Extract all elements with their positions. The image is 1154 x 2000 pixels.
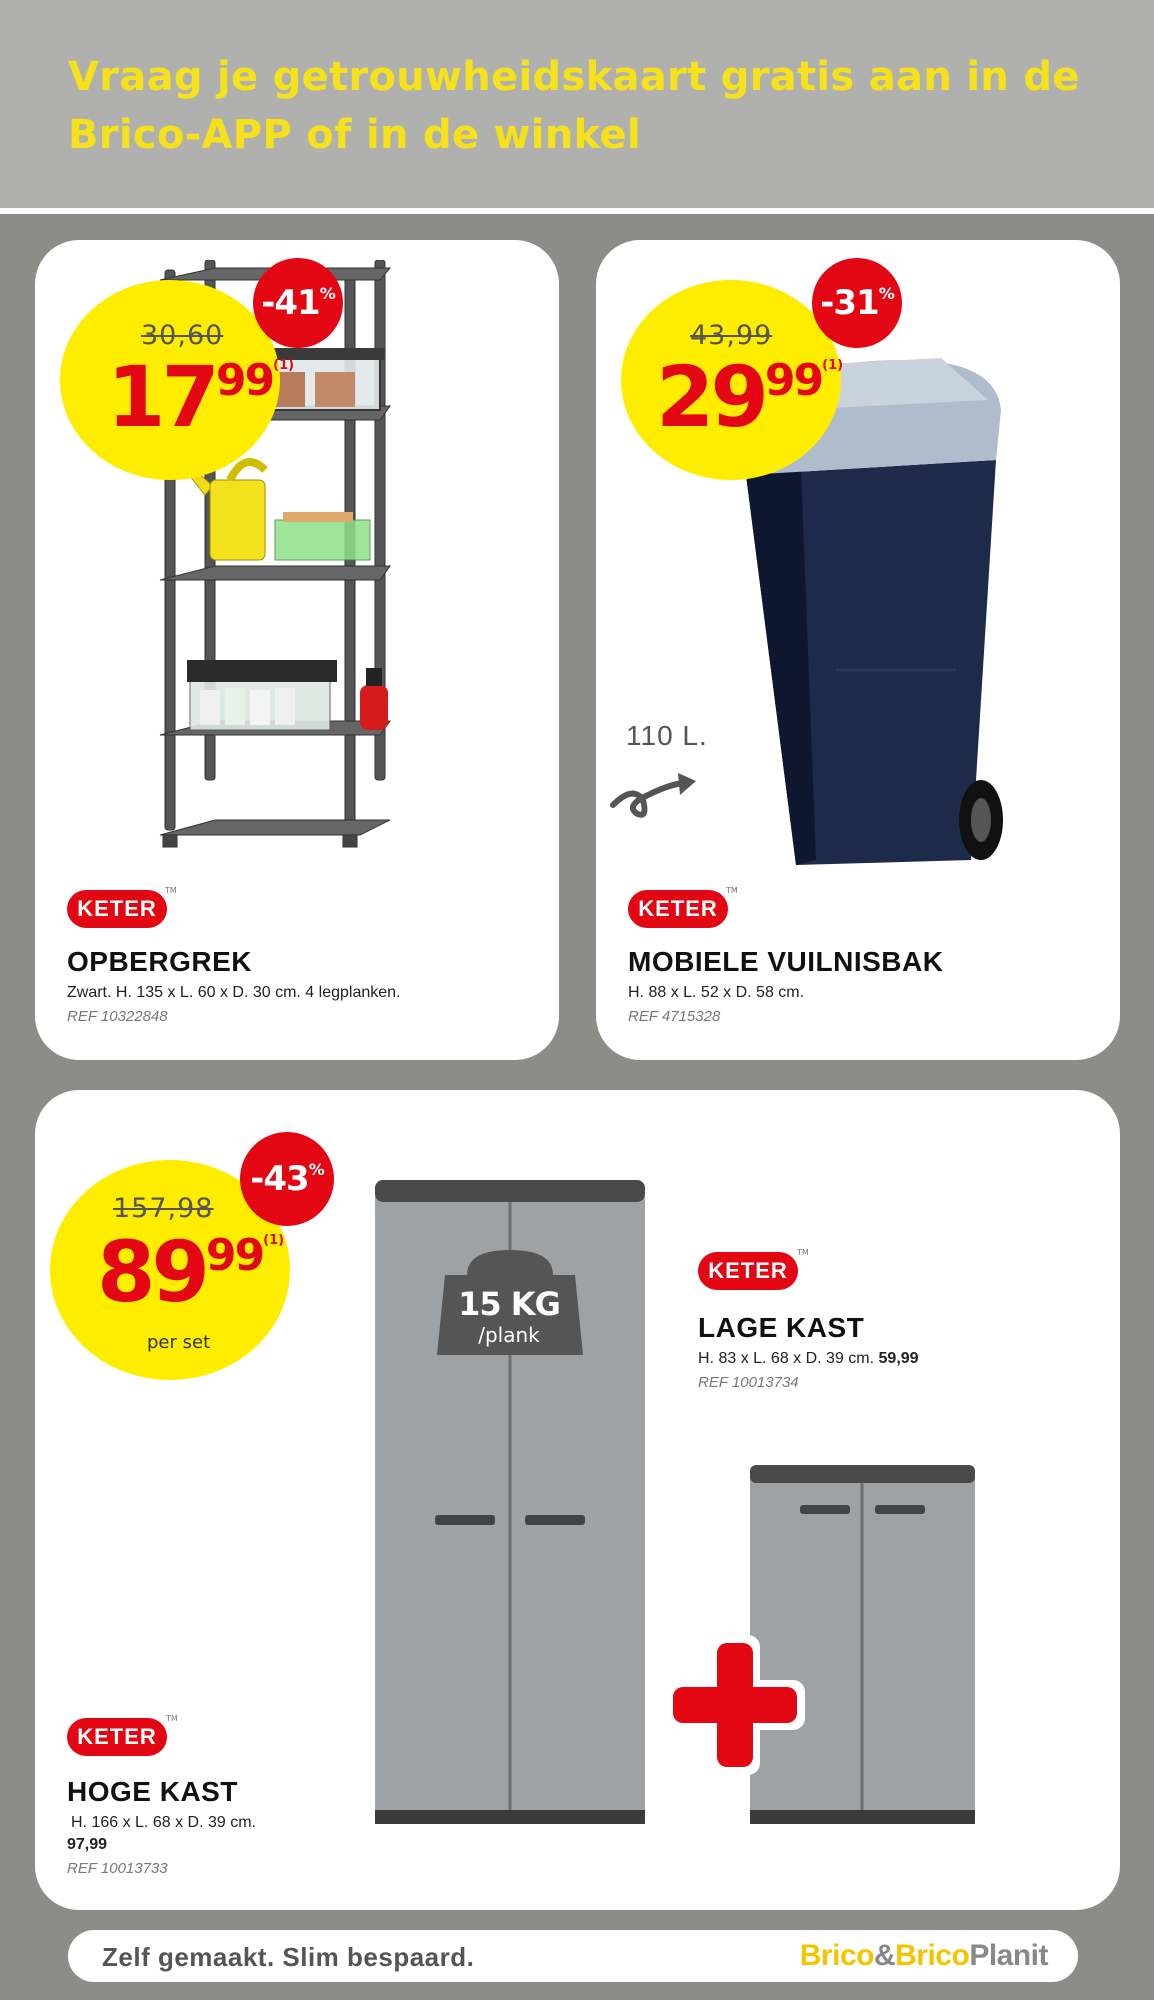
product-ref: REF 10322848 [67,1008,168,1025]
description-text: H. 83 x L. 68 x D. 39 cm. [698,1350,875,1367]
keter-logo: KETER [628,890,728,928]
product-description-lage-kast [698,1350,919,1368]
current-price [107,348,295,446]
old-price: 157,98 [113,1193,214,1224]
product-title: OPBERGREK [67,946,252,977]
brand-part-brico-2: Brico [895,1939,970,1972]
old-price: 43,99 [690,320,773,351]
product-title-lage-kast: LAGE KAST [698,1312,865,1343]
trademark-mark: TM [797,1248,809,1257]
product-description: H. 88 x L. 52 x D. 58 cm. [628,984,805,1001]
product-ref-hoge-kast: REF 10013733 [67,1860,168,1877]
product-title-hoge-kast: HOGE KAST [67,1776,238,1807]
load-capacity-label [443,1285,575,1347]
price-cents: 99 [205,1230,264,1281]
price-qualifier: per set [147,1332,211,1353]
volume-label: 110 L. [626,720,708,751]
discount-badge [240,1132,334,1226]
discount-unit: % [319,283,335,303]
product-description: Zwart. H. 135 x L. 60 x D. 30 cm. 4 legplanken. [67,984,401,1001]
single-price: 59,99 [878,1350,919,1367]
footer-bar [68,1930,1078,1982]
discount-badge [253,258,343,348]
trademark-mark: TM [726,886,738,895]
product-ref: REF 4715328 [628,1008,721,1025]
product-card-kasten[interactable] [35,1090,1120,1910]
load-capacity-unit: /plank [478,1323,540,1347]
header-divider [0,208,1154,214]
keter-logo: KETER [67,1718,167,1756]
price-footnote: (1) [822,358,844,373]
old-price: 30,60 [141,320,224,351]
price-cents: 99 [215,355,274,406]
keter-logo: KETER [698,1252,798,1290]
brand-logo[interactable] [800,1939,1048,1973]
trademark-mark: TM [165,886,177,895]
discount-unit: % [878,283,894,303]
discount-badge [812,258,902,348]
brand-ampersand: & [873,1939,896,1972]
product-description-hoge-kast: H. 166 x L. 68 x D. 39 cm. [71,1814,256,1831]
discount-value: -41 [261,283,320,323]
brand-part-brico: Brico [799,1939,874,1972]
trademark-mark: TM [166,1714,178,1723]
price-footnote: (1) [273,358,295,373]
promo-header [0,0,1154,208]
price-footnote: (1) [263,1233,285,1248]
price-cents: 99 [764,355,823,406]
promo-headline-line2: Brico-APP of in de winkel [68,112,641,158]
product-ref-lage-kast: REF 10013734 [698,1374,799,1391]
single-price-hoge-kast: 97,99 [67,1836,108,1853]
discount-value: -43 [250,1159,309,1199]
current-price [97,1223,285,1321]
swirl-arrow-icon [608,765,698,825]
promo-headline [68,48,1108,164]
product-card-opbergrek[interactable] [35,240,559,1060]
product-title: MOBIELE VUILNISBAK [628,946,944,977]
brand-part-planit: Planit [969,1939,1048,1972]
keter-logo: KETER [67,890,167,928]
discount-value: -31 [820,283,879,323]
load-capacity-value: 15 KG [458,1285,560,1323]
price-euros: 89 [97,1223,206,1321]
price-euros: 29 [656,348,765,446]
slogan: Zelf gemaakt. Slim bespaard. [102,1942,475,1972]
promo-headline-line1: Vraag je getrouwheidskaart gratis aan in de [68,54,1080,100]
current-price [656,348,844,446]
product-card-vuilnisbak[interactable] [596,240,1120,1060]
price-euros: 17 [107,348,216,446]
discount-unit: % [308,1159,324,1179]
